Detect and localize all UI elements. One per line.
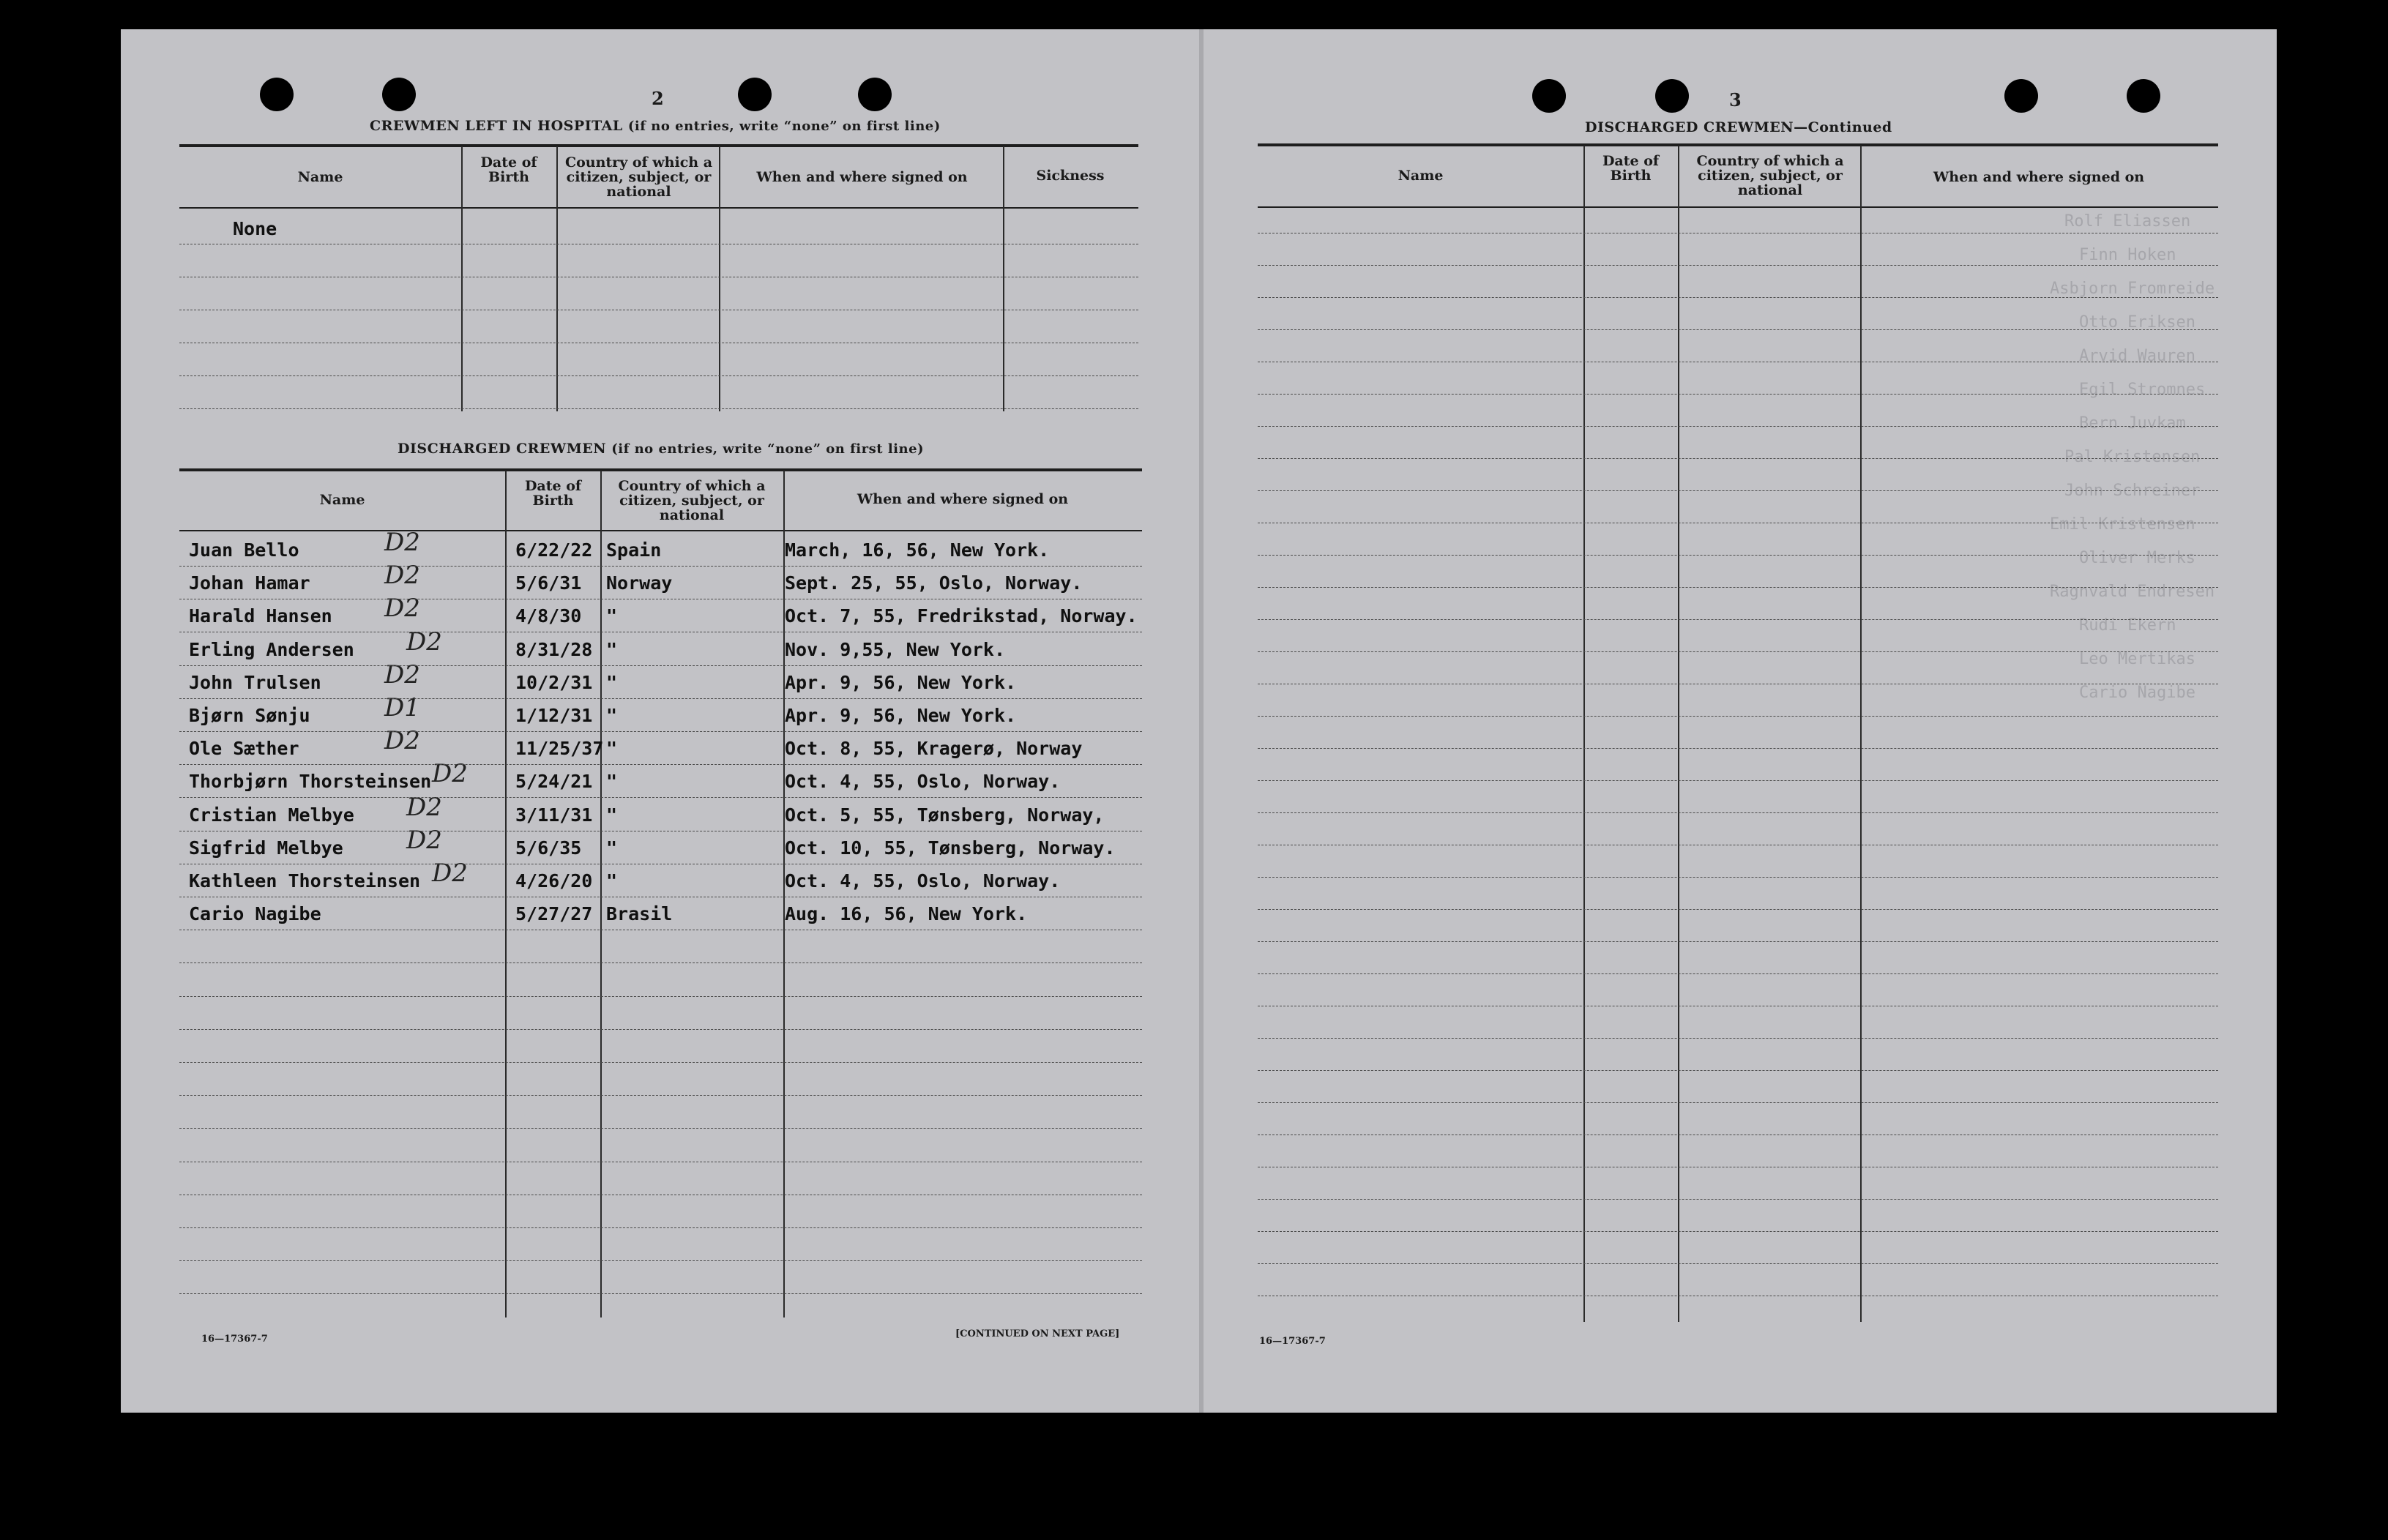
discharged-title: DISCHARGED CREWMEN bbox=[398, 441, 607, 457]
table-column-divider bbox=[1678, 146, 1679, 1322]
table-row-rule bbox=[179, 375, 1138, 376]
bleed-through-text: Ragnvald Endresen bbox=[2050, 583, 2215, 601]
handwritten-mark: D2 bbox=[406, 627, 442, 657]
column-header-signed-on: When and where signed on bbox=[857, 491, 1069, 507]
table-cell-dob: 5/6/35 bbox=[515, 837, 582, 859]
table-row-rule bbox=[1258, 490, 2218, 491]
table-cell-dob: 3/11/31 bbox=[515, 804, 593, 826]
table-row-rule bbox=[1258, 1102, 2218, 1103]
bleed-through-text: Rudi Ekern bbox=[2079, 616, 2176, 635]
table-row-rule bbox=[1258, 716, 2218, 717]
table-cell-signed-on: Oct. 7, 55, Fredrikstad, Norway. bbox=[785, 605, 1138, 627]
table-row-rule bbox=[179, 566, 1142, 567]
table-row-rule bbox=[1258, 619, 2218, 620]
column-header-dob: Date of Birth bbox=[524, 478, 582, 509]
handwritten-mark: D2 bbox=[384, 726, 420, 756]
bleed-through-text: Bern Juvkam bbox=[2079, 414, 2186, 433]
table-cell-name: Juan Bello bbox=[189, 539, 299, 561]
table-cell-country: " bbox=[606, 705, 618, 726]
punch-hole-icon bbox=[1655, 79, 1689, 113]
table-cell-country: " bbox=[606, 738, 618, 760]
table-cell-signed-on: Apr. 9, 56, New York. bbox=[785, 705, 1017, 726]
column-header-country: Country of which a citizen, subject, or national bbox=[618, 478, 766, 523]
table-cell-signed-on: Oct. 5, 55, Tønsberg, Norway, bbox=[785, 804, 1105, 826]
table-cell-dob: 5/27/27 bbox=[515, 903, 593, 925]
handwritten-mark: D2 bbox=[406, 825, 442, 855]
table-row-rule bbox=[1258, 973, 2218, 974]
bleed-through-text: Leo Mertikas bbox=[2079, 650, 2195, 668]
table-row-rule bbox=[1258, 909, 2218, 910]
table-row-rule bbox=[179, 764, 1142, 765]
table-cell-country: " bbox=[606, 804, 618, 826]
table-column-divider bbox=[556, 146, 558, 411]
table-row-rule bbox=[179, 698, 1142, 699]
handwritten-mark: D2 bbox=[432, 859, 468, 888]
right-page bbox=[1201, 29, 2277, 1413]
table-row-rule bbox=[1258, 1070, 2218, 1071]
table-row-rule bbox=[179, 731, 1142, 732]
discharged-subtitle: (if no entries, write “none” on first line) bbox=[611, 441, 925, 457]
table-row-rule bbox=[179, 962, 1142, 963]
bleed-through-text: Oliver Merks bbox=[2079, 549, 2195, 567]
table-row-rule bbox=[179, 408, 1138, 409]
table-cell-name: Harald Hansen bbox=[189, 605, 332, 627]
table-column-divider bbox=[783, 471, 785, 1317]
punch-hole-icon bbox=[2004, 79, 2038, 113]
discharged-section-title bbox=[398, 441, 924, 457]
page-number: 3 bbox=[1729, 89, 1742, 111]
table-cell-signed-on: March, 16, 56, New York. bbox=[785, 539, 1050, 561]
table-row-rule bbox=[1258, 1263, 2218, 1264]
hospital-title: CREWMEN LEFT IN HOSPITAL bbox=[370, 118, 623, 134]
table-row-rule bbox=[1258, 1231, 2218, 1232]
table-cell-name: Sigfrid Melbye bbox=[189, 837, 343, 859]
table-cell-country: " bbox=[606, 605, 618, 627]
handwritten-mark: D2 bbox=[384, 594, 420, 624]
page-gutter bbox=[1199, 29, 1204, 1413]
column-header-name: Name bbox=[319, 492, 365, 508]
table-cell-dob: 11/25/37 bbox=[515, 738, 604, 760]
table-row-rule bbox=[179, 665, 1142, 666]
table-cell-name: Cristian Melbye bbox=[189, 804, 354, 826]
continued-section-title: DISCHARGED CREWMEN—Continued bbox=[1585, 119, 1892, 135]
table-row-rule bbox=[1258, 426, 2218, 427]
table-cell-name: Bjørn Sønju bbox=[189, 705, 310, 726]
table-cell-signed-on: Oct. 4, 55, Oslo, Norway. bbox=[785, 771, 1061, 793]
table-cell-signed-on: Oct. 10, 55, Tønsberg, Norway. bbox=[785, 837, 1116, 859]
table-cell-name: Kathleen Thorsteinsen bbox=[189, 870, 421, 892]
bleed-through-text: Arvid Wauren bbox=[2079, 347, 2195, 365]
table-cell-country: Brasil bbox=[606, 903, 673, 925]
form-number: 16—17367-7 bbox=[1259, 1336, 1326, 1347]
table-cell-signed-on: Nov. 9,55, New York. bbox=[785, 638, 1006, 660]
hospital-first-entry: None bbox=[233, 218, 277, 239]
column-header-dob: Date of Birth bbox=[1602, 153, 1660, 184]
punch-hole-icon bbox=[858, 78, 892, 111]
table-column-divider bbox=[505, 471, 507, 1317]
table-row-rule bbox=[1258, 394, 2218, 395]
table-cell-country: " bbox=[606, 837, 618, 859]
table-cell-name: Ole Sæther bbox=[189, 738, 299, 760]
table-row-rule bbox=[1258, 297, 2218, 298]
table-cell-signed-on: Sept. 25, 55, Oslo, Norway. bbox=[785, 572, 1083, 594]
table-cell-dob: 1/12/31 bbox=[515, 705, 593, 726]
table-column-divider bbox=[600, 471, 602, 1317]
bleed-through-text: Cario Nagibe bbox=[2079, 684, 2195, 702]
table-row-rule bbox=[1258, 748, 2218, 749]
table-row-rule bbox=[179, 1128, 1142, 1129]
table-cell-name: Thorbjørn Thorsteinsen bbox=[189, 771, 432, 793]
handwritten-mark: D2 bbox=[384, 528, 420, 557]
table-row-rule bbox=[179, 996, 1142, 997]
bleed-through-text: Finn Hoken bbox=[2079, 246, 2176, 264]
table-cell-country: " bbox=[606, 671, 618, 693]
table-row-rule bbox=[1258, 458, 2218, 459]
punch-hole-icon bbox=[738, 78, 772, 111]
table-cell-dob: 5/6/31 bbox=[515, 572, 582, 594]
handwritten-mark: D2 bbox=[406, 792, 442, 822]
column-header-name: Name bbox=[1398, 168, 1444, 184]
table-row-rule bbox=[1258, 1038, 2218, 1039]
table-cell-dob: 8/31/28 bbox=[515, 638, 593, 660]
table-cell-country: Norway bbox=[606, 572, 673, 594]
punch-hole-icon bbox=[1532, 79, 1566, 113]
table-cell-dob: 4/26/20 bbox=[515, 870, 593, 892]
table-column-divider bbox=[1003, 146, 1004, 411]
punch-hole-icon bbox=[2127, 79, 2160, 113]
bleed-through-text: Otto Eriksen bbox=[2079, 313, 2195, 332]
table-cell-name: John Trulsen bbox=[189, 671, 321, 693]
hospital-subtitle: (if no entries, write “none” on first line) bbox=[627, 119, 941, 134]
table-cell-dob: 6/22/22 bbox=[515, 539, 593, 561]
table-row-rule bbox=[179, 1062, 1142, 1063]
table-cell-signed-on: Oct. 4, 55, Oslo, Norway. bbox=[785, 870, 1061, 892]
column-header-sickness: Sickness bbox=[1036, 168, 1105, 184]
handwritten-mark: D2 bbox=[384, 561, 420, 591]
table-cell-country: " bbox=[606, 870, 618, 892]
bleed-through-text: Egil Stromnes bbox=[2079, 381, 2206, 399]
table-cell-dob: 4/8/30 bbox=[515, 605, 582, 627]
table-row-rule bbox=[1258, 555, 2218, 556]
table-column-divider bbox=[1860, 146, 1862, 1322]
table-column-divider bbox=[719, 146, 720, 411]
table-row-rule bbox=[179, 1227, 1142, 1228]
table-column-divider bbox=[1583, 146, 1585, 1322]
table-row-rule bbox=[1258, 329, 2218, 330]
handwritten-mark: D2 bbox=[384, 659, 420, 689]
handwritten-mark: D1 bbox=[384, 693, 420, 722]
bleed-through-text: Asbjorn Fromreide bbox=[2050, 280, 2215, 298]
page-number: 2 bbox=[652, 88, 664, 109]
table-cell-name: Johan Hamar bbox=[189, 572, 310, 594]
table-cell-signed-on: Apr. 9, 56, New York. bbox=[785, 671, 1017, 693]
table-row-rule bbox=[1258, 1199, 2218, 1200]
table-cell-country: " bbox=[606, 771, 618, 793]
table-row-rule bbox=[1258, 812, 2218, 813]
table-cell-country: Spain bbox=[606, 539, 662, 561]
table-row-rule bbox=[179, 1095, 1142, 1096]
table-cell-name: Erling Andersen bbox=[189, 638, 354, 660]
column-header-country: Country of which a citizen, subject, or national bbox=[1696, 153, 1844, 198]
table-row-rule bbox=[1258, 941, 2218, 942]
table-cell-dob: 5/24/21 bbox=[515, 771, 593, 793]
column-header-signed-on: When and where signed on bbox=[756, 169, 968, 185]
column-header-dob: Date of Birth bbox=[480, 154, 537, 185]
table-row-rule bbox=[1258, 265, 2218, 266]
column-header-name: Name bbox=[297, 169, 343, 185]
table-row-rule bbox=[1258, 877, 2218, 878]
column-header-signed-on: When and where signed on bbox=[1933, 169, 2145, 185]
bleed-through-text: Pal Kristensen bbox=[2064, 448, 2201, 466]
bleed-through-text: John Schreiner bbox=[2064, 482, 2201, 500]
table-column-divider bbox=[461, 146, 463, 411]
table-row-rule bbox=[179, 1029, 1142, 1030]
table-row-rule bbox=[179, 1293, 1142, 1294]
table-cell-country: " bbox=[606, 638, 618, 660]
table-row-rule bbox=[1258, 651, 2218, 652]
hospital-section-title bbox=[370, 118, 941, 134]
table-row-rule bbox=[179, 797, 1142, 798]
table-cell-name: Cario Nagibe bbox=[189, 903, 321, 925]
form-number: 16—17367-7 bbox=[201, 1334, 268, 1345]
table-row-rule bbox=[1258, 780, 2218, 781]
punch-hole-icon bbox=[382, 78, 416, 111]
table-cell-dob: 10/2/31 bbox=[515, 671, 593, 693]
table-cell-signed-on: Oct. 8, 55, Kragerø, Norway bbox=[785, 738, 1083, 760]
table-row-rule bbox=[1258, 587, 2218, 588]
punch-hole-icon bbox=[260, 78, 294, 111]
bleed-through-text: Rolf Eliassen bbox=[2064, 212, 2191, 231]
column-header-country: Country of which a citizen, subject, or national bbox=[564, 154, 713, 200]
table-row-rule bbox=[179, 1260, 1142, 1261]
bleed-through-text: Emil Kristensen bbox=[2050, 515, 2195, 534]
table-cell-signed-on: Aug. 16, 56, New York. bbox=[785, 903, 1028, 925]
handwritten-mark: D2 bbox=[432, 759, 468, 789]
continued-note: [CONTINUED ON NEXT PAGE] bbox=[955, 1328, 1120, 1339]
